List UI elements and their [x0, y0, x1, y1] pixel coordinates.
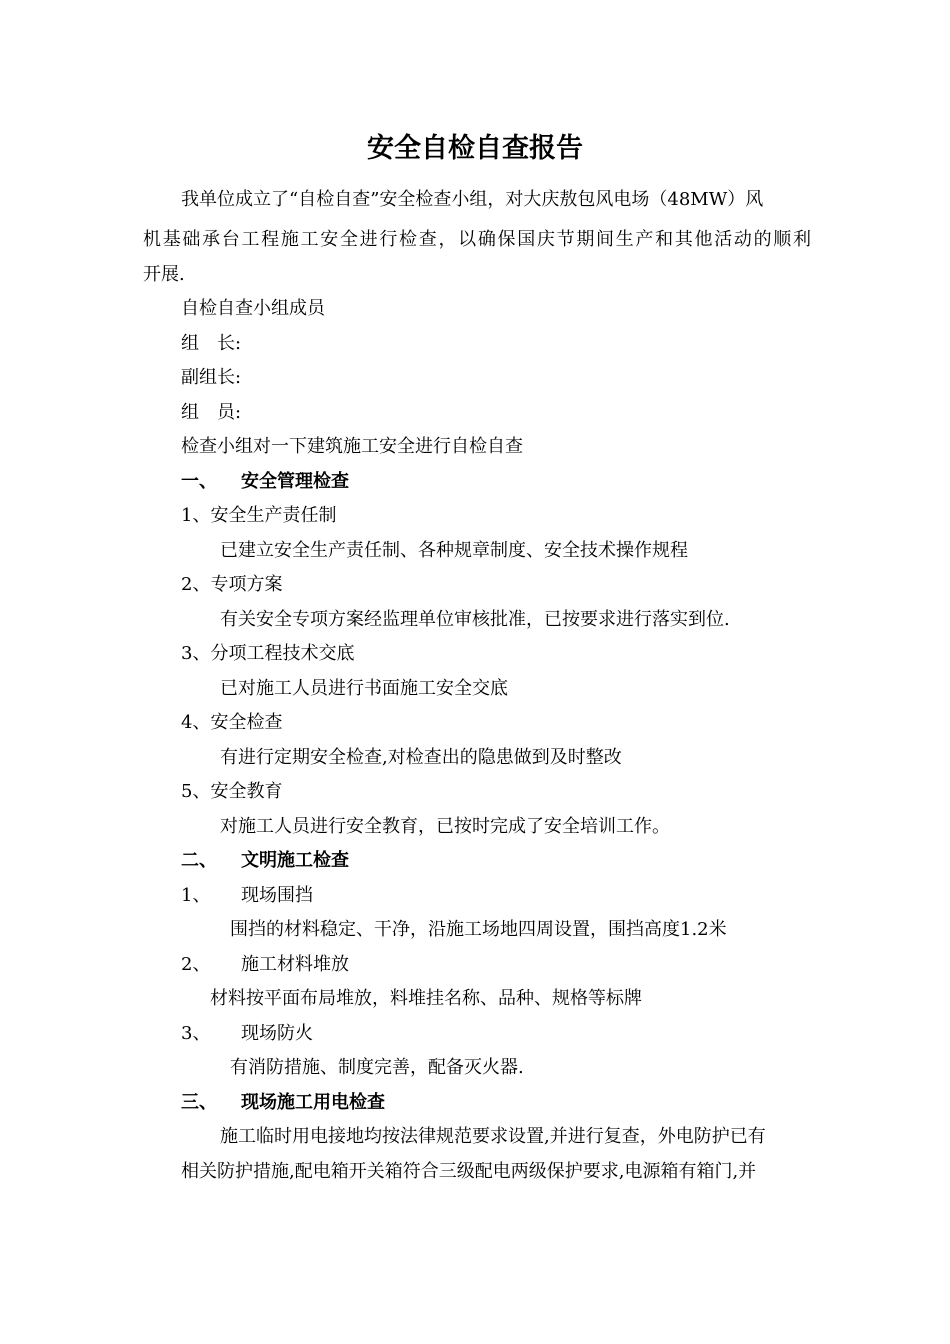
section-2-number: 二、: [181, 850, 217, 871]
section-3-number: 三、: [181, 1092, 217, 1113]
intro-line-2: 机基础承台工程施工安全进行检查，以确保国庆节期间生产和其他活动的顺利: [143, 229, 811, 250]
members-leader: 组 长:: [181, 333, 242, 354]
section-1-item-5-body: 对施工人员进行安全教育，已按时完成了安全培训工作。: [220, 816, 670, 837]
section-2-title: 文明施工检查: [241, 850, 349, 871]
section-1-item-3-body: 已对施工人员进行书面施工安全交底: [220, 678, 508, 699]
intro-line-3: 开展.: [143, 264, 185, 285]
section-2-heading: [181, 850, 349, 872]
section-2-item-1-head: [181, 885, 313, 907]
section-2-item-1-number: 1、: [181, 885, 211, 906]
section-3-line-1: 施工临时用电接地均按法律规范要求设置,并进行复查，外电防护已有: [220, 1126, 766, 1147]
members-deputy: 副组长:: [181, 367, 242, 388]
section-2-item-3-head: [181, 1023, 313, 1045]
section-1-item-2-body: 有关安全专项方案经监理单位审核批准，已按要求进行落实到位.: [220, 609, 730, 630]
section-2-item-1-title: 现场围挡: [241, 885, 313, 906]
section-1-item-1-body: 已建立安全生产责任制、各种规章制度、安全技术操作规程: [220, 540, 688, 561]
check-intro: 检查小组对一下建筑施工安全进行自检自查: [181, 436, 523, 457]
section-2-item-2-head: [181, 954, 349, 976]
section-1-item-3-head: 3、分项工程技术交底: [181, 643, 355, 664]
section-2-item-3-body: 有消防措施、制度完善，配备灭火器.: [230, 1057, 524, 1078]
section-1-item-1-head: 1、安全生产责任制: [181, 505, 337, 526]
section-1-number: 一、: [181, 471, 217, 492]
section-2-item-1-body: 围挡的材料稳定、干净，沿施工场地四周设置，围挡高度1.2米: [230, 919, 727, 940]
section-2-item-2-number: 2、: [181, 954, 211, 975]
intro-line-1: 我单位成立了“自检自查”安全检查小组，对大庆敖包风电场（48MW）风: [181, 189, 764, 210]
section-2-item-2-body: 材料按平面布局堆放，料堆挂名称、品种、规格等标牌: [210, 988, 642, 1009]
section-2-item-2-title: 施工材料堆放: [241, 954, 349, 975]
section-1-item-4-body: 有进行定期安全检查,对检查出的隐患做到及时整改: [220, 747, 622, 768]
section-1-title: 安全管理检查: [241, 471, 349, 492]
section-1-item-4-head: 4、安全检查: [181, 712, 283, 733]
section-3-heading: [181, 1092, 385, 1114]
section-1-item-2-head: 2、专项方案: [181, 574, 283, 595]
members-heading: 自检自查小组成员: [181, 298, 325, 319]
section-3-title: 现场施工用电检查: [241, 1092, 385, 1113]
section-3-line-2: 相关防护措施,配电箱开关箱符合三级配电两级保护要求,电源箱有箱门,并: [181, 1161, 757, 1182]
section-1-heading: [181, 471, 349, 493]
section-2-item-3-title: 现场防火: [241, 1023, 313, 1044]
members-member: 组 员:: [181, 402, 242, 423]
section-2-item-3-number: 3、: [181, 1023, 211, 1044]
section-1-item-5-head: 5、安全教育: [181, 781, 283, 802]
page-title: 安全自检自查报告: [367, 133, 583, 164]
